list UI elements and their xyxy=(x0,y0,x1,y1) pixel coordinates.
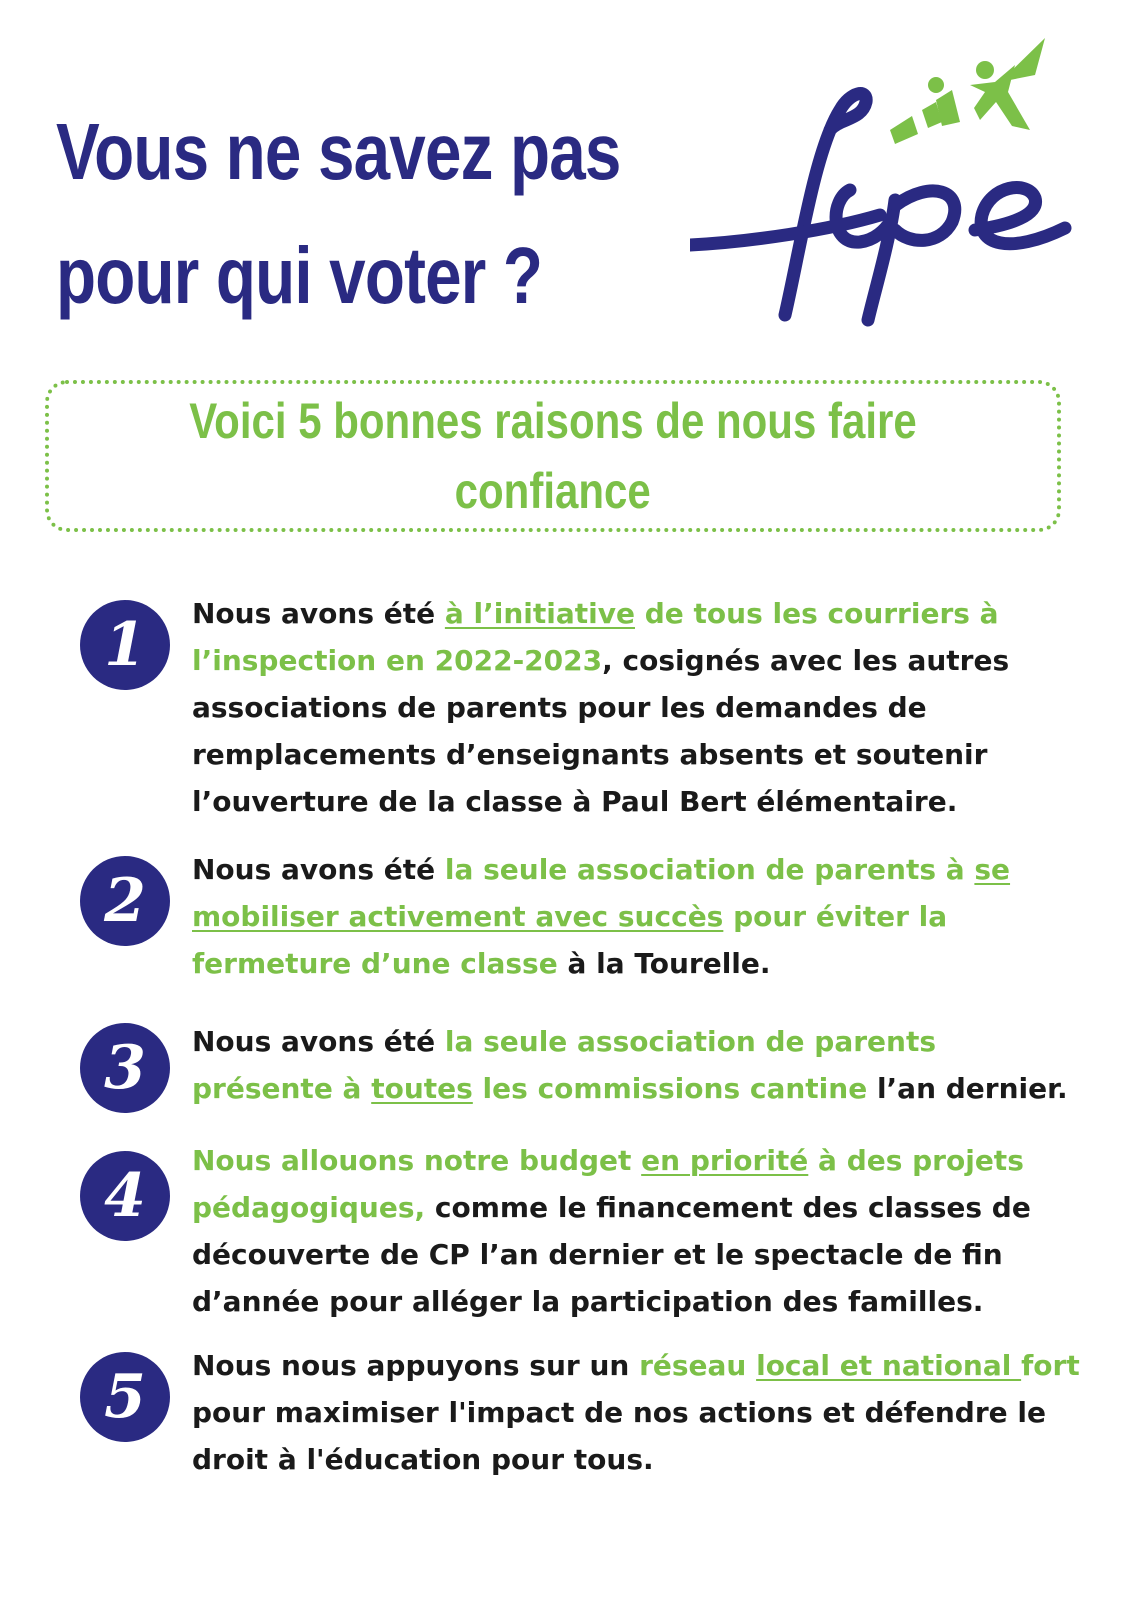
reason-number-badge: 2 xyxy=(80,856,170,946)
reason-line: remplacements d’enseignants absents et soutenir xyxy=(192,738,988,771)
fcpe-logo xyxy=(690,30,1090,330)
reason-line: pour maximiser l'impact de nos actions et défendre le xyxy=(192,1396,1046,1429)
reason-line: associations de parents pour les demandes de xyxy=(192,691,927,724)
headline-line-2: pour qui voter ? xyxy=(56,231,543,320)
reason-line: Nous avons été à l’initiative de tous les courriers à xyxy=(192,597,999,630)
reason-text xyxy=(192,1137,1092,1325)
callout-line-2: confiance xyxy=(454,463,652,519)
reason-line: droit à l'éducation pour tous. xyxy=(192,1443,654,1476)
callout-line-1: Voici 5 bonnes raisons de nous faire xyxy=(189,393,917,449)
reason-line: Nous allouons notre budget en priorité à des projets xyxy=(192,1144,1024,1177)
reason-line: l’ouverture de la classe à Paul Bert élémentaire. xyxy=(192,785,958,818)
reason-line: l’inspection en 2022-2023, cosignés avec les autres xyxy=(192,644,1010,677)
logo-text: fcpe xyxy=(690,30,693,31)
reason-line: découverte de CP l’an dernier et le spectacle de fin xyxy=(192,1238,1003,1271)
reason-line: Nous avons été la seule association de parents xyxy=(192,1025,936,1058)
reason-number-badge: 3 xyxy=(80,1023,170,1113)
reason-line: Nous nous appuyons sur un réseau local et national fort xyxy=(192,1349,1080,1382)
reason-text xyxy=(192,590,1092,825)
reason-line: Nous avons été la seule association de parents à se xyxy=(192,853,1011,886)
headline-line-1: Vous ne savez pas xyxy=(56,107,621,196)
reason-number-badge: 5 xyxy=(80,1352,170,1442)
page-headline xyxy=(56,90,621,338)
reason-line: fermeture d’une classe à la Tourelle. xyxy=(192,947,771,980)
reason-text xyxy=(192,846,1092,987)
reason-text xyxy=(192,1342,1092,1483)
reason-number-badge: 4 xyxy=(80,1151,170,1241)
reason-text xyxy=(192,1018,1092,1112)
callout-box xyxy=(45,380,1061,532)
reason-line: pédagogiques, comme le financement des classes de xyxy=(192,1191,1031,1224)
reason-line: présente à toutes les commissions cantine l’an dernier. xyxy=(192,1072,1068,1105)
reason-line: mobiliser activement avec succès pour éviter la xyxy=(192,900,948,933)
reason-line: d’année pour alléger la participation des familles. xyxy=(192,1285,984,1318)
reason-number-badge: 1 xyxy=(80,600,170,690)
